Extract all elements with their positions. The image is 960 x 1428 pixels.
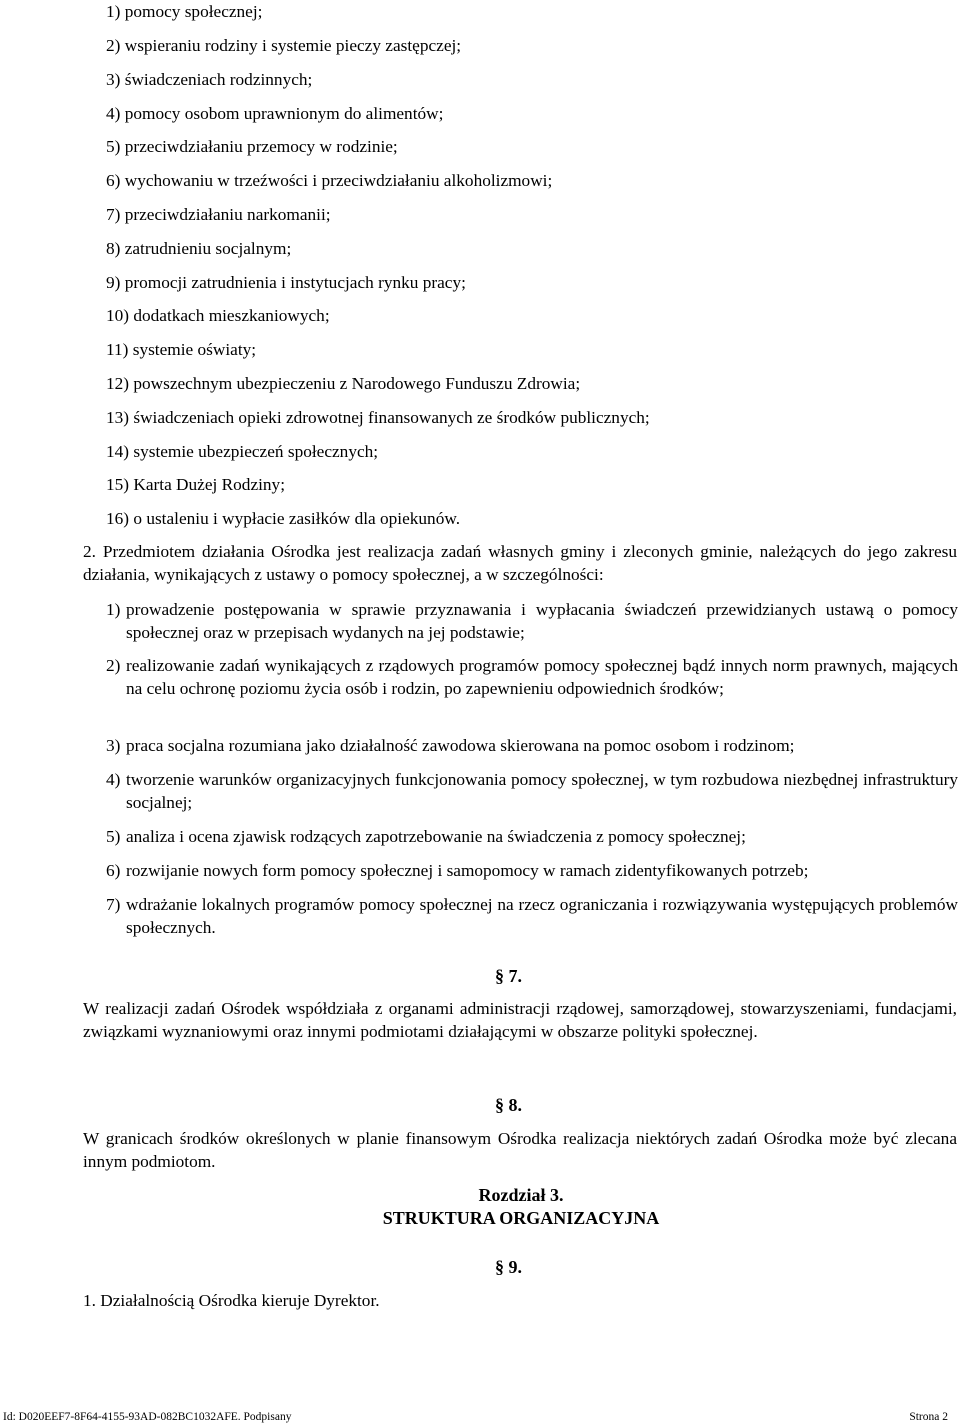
paragraph-8-heading: § 8. <box>495 1095 522 1115</box>
list-item: 14) systemie ubezpieczeń społecznych; <box>106 442 379 461</box>
paragraph-7-heading: § 7. <box>495 966 522 986</box>
list-item: 13) świadczeniach opieki zdrowotnej finansowanych ze środków publicznych; <box>106 408 650 427</box>
footer-document-id: Id: D020EEF7-8F64-4155-93AD-082BC1032AFE. Podpisany <box>3 1411 292 1423</box>
chapter-subtitle: STRUKTURA ORGANIZACYJNA <box>382 1208 660 1228</box>
item-number: 3) <box>106 736 121 755</box>
paragraph-9-heading: § 9. <box>495 1257 522 1277</box>
paragraph-9-text: 1. Działalnością Ośrodka kieruje Dyrektor. <box>83 1291 380 1310</box>
section-2-item-2 <box>106 655 958 700</box>
list-item: 9) promocji zatrudnienia i instytucjach rynku pracy; <box>106 273 466 292</box>
list-item: 6) wychowaniu w trzeźwości i przeciwdziałaniu alkoholizmowi; <box>106 171 553 190</box>
chapter-title: Rozdział 3. <box>478 1185 564 1205</box>
paragraph-7-text: W realizacji zadań Ośrodek współdziała z organami administracji rządowej, samorządowej, stowarzyszeniami, fundacjami, związkami wyznaniowymi oraz innymi podmiotami działającymi w obszarze polityki społecznej. <box>83 999 957 1041</box>
section-2-item-7 <box>106 894 958 939</box>
item-text: praca socjalna rozumiana jako działalność zawodowa skierowana na pomoc osobom i rodzinom; <box>126 736 795 755</box>
section-2-item-3 <box>106 735 958 758</box>
item-text: tworzenie warunków organizacyjnych funkcjonowania pomocy społecznej, w tym rozbudowa niezbędnej infrastruktury socjalnej; <box>126 770 958 812</box>
section-2-item-5 <box>106 826 958 849</box>
list-item: 10) dodatkach mieszkaniowych; <box>106 306 330 325</box>
list-item: 16) o ustaleniu i wypłacie zasiłków dla opiekunów. <box>106 509 461 528</box>
item-text: realizowanie zadań wynikających z rządowych programów pomocy społecznej bądź innych norm prawnych, mających na celu ochronę poziomu życia osób i rodzin, po zapewnieniu odpowiednich środków; <box>126 656 958 698</box>
item-number: 5) <box>106 827 121 846</box>
list-item: 3) świadczeniach rodzinnych; <box>106 70 313 89</box>
section-2-intro: 2. Przedmiotem działania Ośrodka jest realizacja zadań własnych gminy i zleconych gminie, należących do jego zakresu działania, wynikających z ustawy o pomocy społecznej, a w szczególności: <box>83 542 957 584</box>
item-text: prowadzenie postępowania w sprawie przyznawania i wypłacania świadczeń przewidzianych ustawą o pomocy społecznej oraz w przepisach wydanych na jej podstawie; <box>126 600 958 642</box>
list-item: 1) pomocy społecznej; <box>106 2 263 21</box>
item-text: rozwijanie nowych form pomocy społecznej i samopomocy w ramach zidentyfikowanych potrzeb; <box>126 861 809 880</box>
list-item: 8) zatrudnieniu socjalnym; <box>106 239 292 258</box>
item-number: 1) <box>106 600 121 619</box>
section-2-item-1 <box>106 599 958 644</box>
list-item: 7) przeciwdziałaniu narkomanii; <box>106 205 331 224</box>
item-number: 4) <box>106 770 121 789</box>
section-2-item-4 <box>106 769 958 814</box>
item-number: 6) <box>106 861 121 880</box>
item-number: 2) <box>106 656 121 675</box>
paragraph-8-text: W granicach środków określonych w planie finansowym Ośrodka realizacja niektórych zadań Ośrodka może być zlecana innym podmiotom. <box>83 1129 957 1171</box>
list-item: 4) pomocy osobom uprawnionym do alimentów; <box>106 104 444 123</box>
list-item: 12) powszechnym ubezpieczeniu z Narodowego Funduszu Zdrowia; <box>106 374 581 393</box>
list-item: 5) przeciwdziałaniu przemocy w rodzinie; <box>106 137 398 156</box>
footer-page-number: Strona 2 <box>909 1411 948 1423</box>
item-text: wdrażanie lokalnych programów pomocy społecznej na rzecz ograniczania i rozwiązywania występujących problemów społecznych. <box>126 895 958 937</box>
list-item: 2) wspieraniu rodziny i systemie pieczy zastępczej; <box>106 36 462 55</box>
section-2-item-6 <box>106 860 958 883</box>
list-item: 15) Karta Dużej Rodziny; <box>106 475 285 494</box>
item-number: 7) <box>106 895 121 914</box>
item-text: analiza i ocena zjawisk rodzących zapotrzebowanie na świadczenia z pomocy społecznej; <box>126 827 746 846</box>
list-item: 11) systemie oświaty; <box>106 340 257 359</box>
